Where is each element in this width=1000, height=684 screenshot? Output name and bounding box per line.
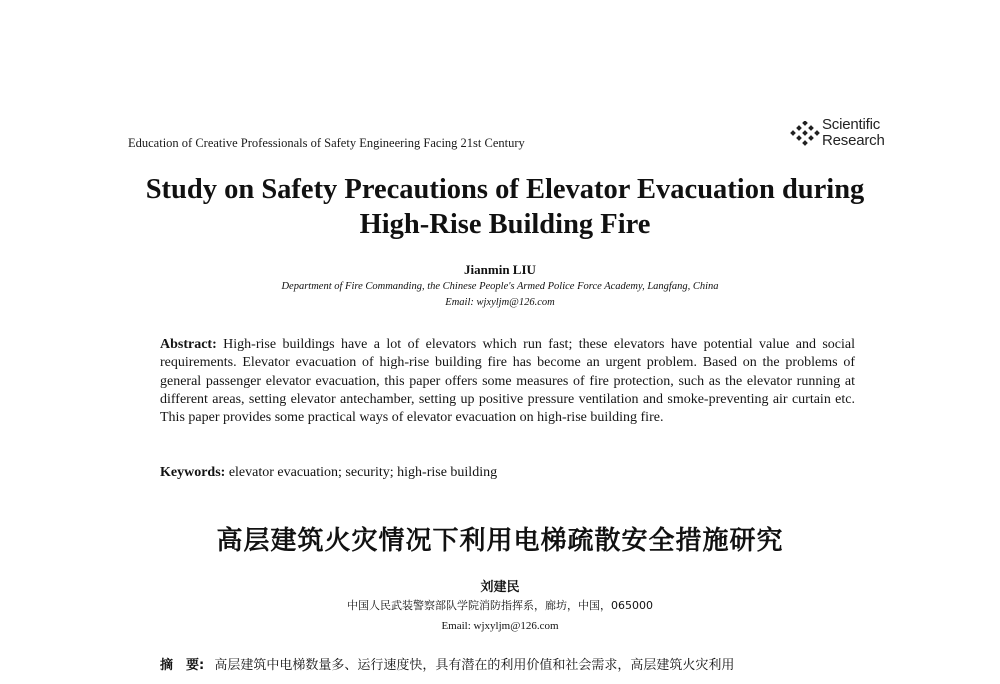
abstract-paragraph (160, 336, 855, 427)
paper-title-line-1: Study on Safety Precautions of Elevator Evacuation during (145, 174, 865, 205)
keywords-text: elevator evacuation; security; high-rise building (228, 465, 498, 480)
logo-wordmark (822, 117, 885, 149)
keywords-line (160, 465, 497, 481)
chinese-author-name: 刘建民 (480, 580, 520, 595)
paper-title (130, 172, 880, 242)
chinese-affiliation: 中国人民武装警察部队学院消防指挥系，廊坊，中国，065000 (347, 599, 653, 612)
abstract-text: High-rise buildings have a lot of elevators which run fast; these elevators have potential value and social requirements. Elevator evacuation of high-rise building fire has become an urgent problem. Based on the problems of general passenger elevator evacuation, this paper offers some measures of fire protection, such as the elevator running at different areas, setting elevator antechamber, setting up positive pressure ventilation and smoke-preventing air curtain etc. This paper provides some practical ways of elevator evacuation on high-rise building fire. (160, 337, 856, 426)
logo-dots-icon (790, 121, 820, 147)
author-name: Jianmin LIU (464, 262, 536, 277)
chinese-abstract-text: 高层建筑中电梯数量多、运行速度快，具有潜在的利用价值和社会需求，高层建筑火灾利用 (214, 658, 735, 673)
journal-series-title: Education of Creative Professionals of Safety Engineering Facing 21st Century (128, 136, 525, 150)
logo-line-2: Research (822, 132, 885, 149)
chinese-abstract-line (160, 654, 860, 673)
author-email: Email: wjxyljm@126.com (445, 297, 555, 308)
abstract-label: Abstract: (160, 337, 217, 352)
scientific-research-logo (790, 117, 900, 153)
chinese-title: 高层建筑火灾情况下利用电梯疏散安全措施研究 (216, 526, 784, 556)
paper-title-line-2: High-Rise Building Fire (359, 209, 651, 240)
chinese-email: Email: wjxyljm@126.com (441, 620, 559, 632)
author-affiliation: Department of Fire Commanding, the Chinese People's Armed Police Force Academy, Langfang, China (281, 281, 719, 292)
logo-line-1: Scientific (822, 116, 881, 133)
keywords-label: Keywords: (160, 465, 226, 480)
chinese-abstract-label: 摘 要: (160, 658, 205, 673)
